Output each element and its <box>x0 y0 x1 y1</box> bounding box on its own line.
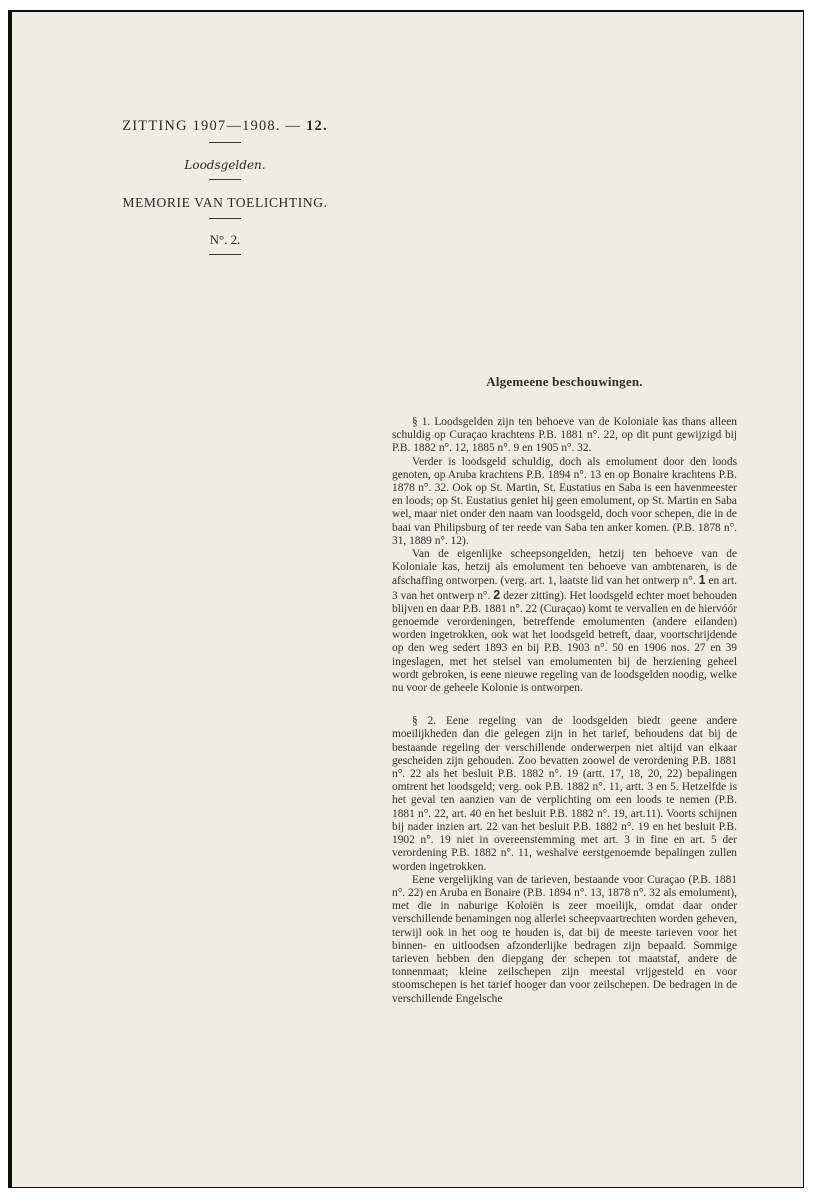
document-subject: Loodsgelden. <box>184 158 266 172</box>
header-rule <box>209 179 241 180</box>
document-title: MEMORIE VAN TOELICHTING. <box>122 195 328 210</box>
document-header <box>112 116 338 261</box>
document-number: N°. 2. <box>209 232 241 247</box>
document-page <box>12 12 803 1187</box>
paragraph-4: § 2. Eene regeling van de loodsgelden biedt geene andere moeilijkheden dan die gelegen zijn in het tarief, behoudens dat bij de bestaande regeling der verschillende onderwerpen niet altijd van elkaar gescheiden zijn gehouden. Zoo bevatten zoowel de verordening P.B. 1881 n°. 22 als het besluit P.B. 1882 n°. 19 (artt. 17, 18, 20, 22) bepalingen omtrent het loodsgeld; verg. ook P.B. 1882 n°. 11, artt. 3 en 5. Hetzelfde is het geval ten aanzien van de verplichting om een loods te nemen (P.B. 1881 n°. 22, art. 40 en het besluit P.B. 1882 n°. 19, art.11). Voorts schijnen bij nader inzien art. 22 van het besluit P.B. 1882 n°. 19 en het besluit P.B. 1902 n°. 19 niet in overeenstemming met art. 3 in fine en art. 5 der verordening P.B. 1882 n°. 11, weshalve eerstgenoemde bepalingen zullen worden ingetrokken. <box>392 715 737 873</box>
paragraph-5: Eene vergelijking van de tarieven, bestaande voor Curaçao (P.B. 1881 n°. 22) en Aruba en Bonaire (P.B. 1894 n°. 13, 1878 n°. 32 als emolument), met die in naburige Koloiën is zeer moeilijk, omdat daar onder verschillende benamingen nog allerlei scheepvaartrechten worden geheven, terwijl ook in het oog te houden is, dat bij de meeste tarieven voor het binnen- en uitloodsen afzonderlijke bedragen zijn bepaald. Sommige tarieven hebben den diepgang der schepen tot maatstaf, andere de tonnenmaat; kleine zeilschepen zijn meestal vrijgesteld en voor stoomschepen is het tarief hooger dan voor zeilschepen. De bedragen in de verschillende Engelsche <box>392 873 737 1005</box>
header-rule <box>209 218 241 219</box>
section-heading: Algemeene beschouwingen. <box>486 374 643 389</box>
draft-number-1: 1 <box>698 573 706 588</box>
header-rule <box>209 142 241 143</box>
session-line <box>112 116 338 136</box>
header-rule <box>209 254 241 255</box>
draft-number-2: 2 <box>493 587 501 602</box>
bill-number: 12. <box>306 118 328 134</box>
paragraph-3 <box>392 548 737 695</box>
paragraph-2: Verder is loodsgeld schuldig, doch als emolument door den loods genoten, op Aruba krachtens P.B. 1894 n°. 13 en op Bonaire krachtens P.B. 1878 n°. 32. Ook op St. Martin, St. Eustatius en Saba is een havenmeester en loods; op St. Eustatius geniet hij geen emolument, op St. Martin en Saba wel, maar niet onder den naam van loodsgeld, doch voor schepen, die in de baai van Philipsburg of ter reede van Saba ten anker komen. (P.B. 1878 n°. 31, 1889 n°. 12). <box>392 455 737 547</box>
paragraph-3-part-c: dezer zitting). Het loodsgeld echter moet behouden blijven en daar P.B. 1881 n°. 22 (Curaçao) komt te vervallen en de hiervóór genoemde verordeningen, betreffende emolumenten (andere eilanden) worden ingetrokken, ook wat het loodsgeld betreft, daar, voortschrijdende op den weg sedert 1893 en bij P.B. 1903 n°. 50 en 1906 nos. 27 en 39 ingeslagen, met het stelsel van emolumenten bij de herziening geheel wordt gebroken, is eene nieuwe regeling van de loodsgelden noodig, welke nu voor de geheele Kolonie is ontworpen. <box>392 589 737 695</box>
paragraph-3-part-a: Van de eigenlijke scheepsongelden, hetzij ten behoeve van de Koloniale kas, hetzij als emolument ten behoeve van ambtenaren, is de afschaffing ontworpen. (verg. art. 1, laatste lid van het ontwerp n°. <box>392 548 737 588</box>
session-label: ZITTING 1907—1908. — <box>122 118 302 134</box>
paragraph-3-part-b: en art. 3 van het ontwerp n°. <box>392 575 737 602</box>
body-text-column <box>392 374 737 1006</box>
paragraph-1: § 1. Loodsgelden zijn ten behoeve van de Koloniale kas thans alleen schuldig op Curaçao krachtens P.B. 1881 n°. 22, op dit punt gewijzigd bij P.B. 1882 n°. 12, 1885 n°. 9 en 1905 n°. 32. <box>392 416 737 455</box>
